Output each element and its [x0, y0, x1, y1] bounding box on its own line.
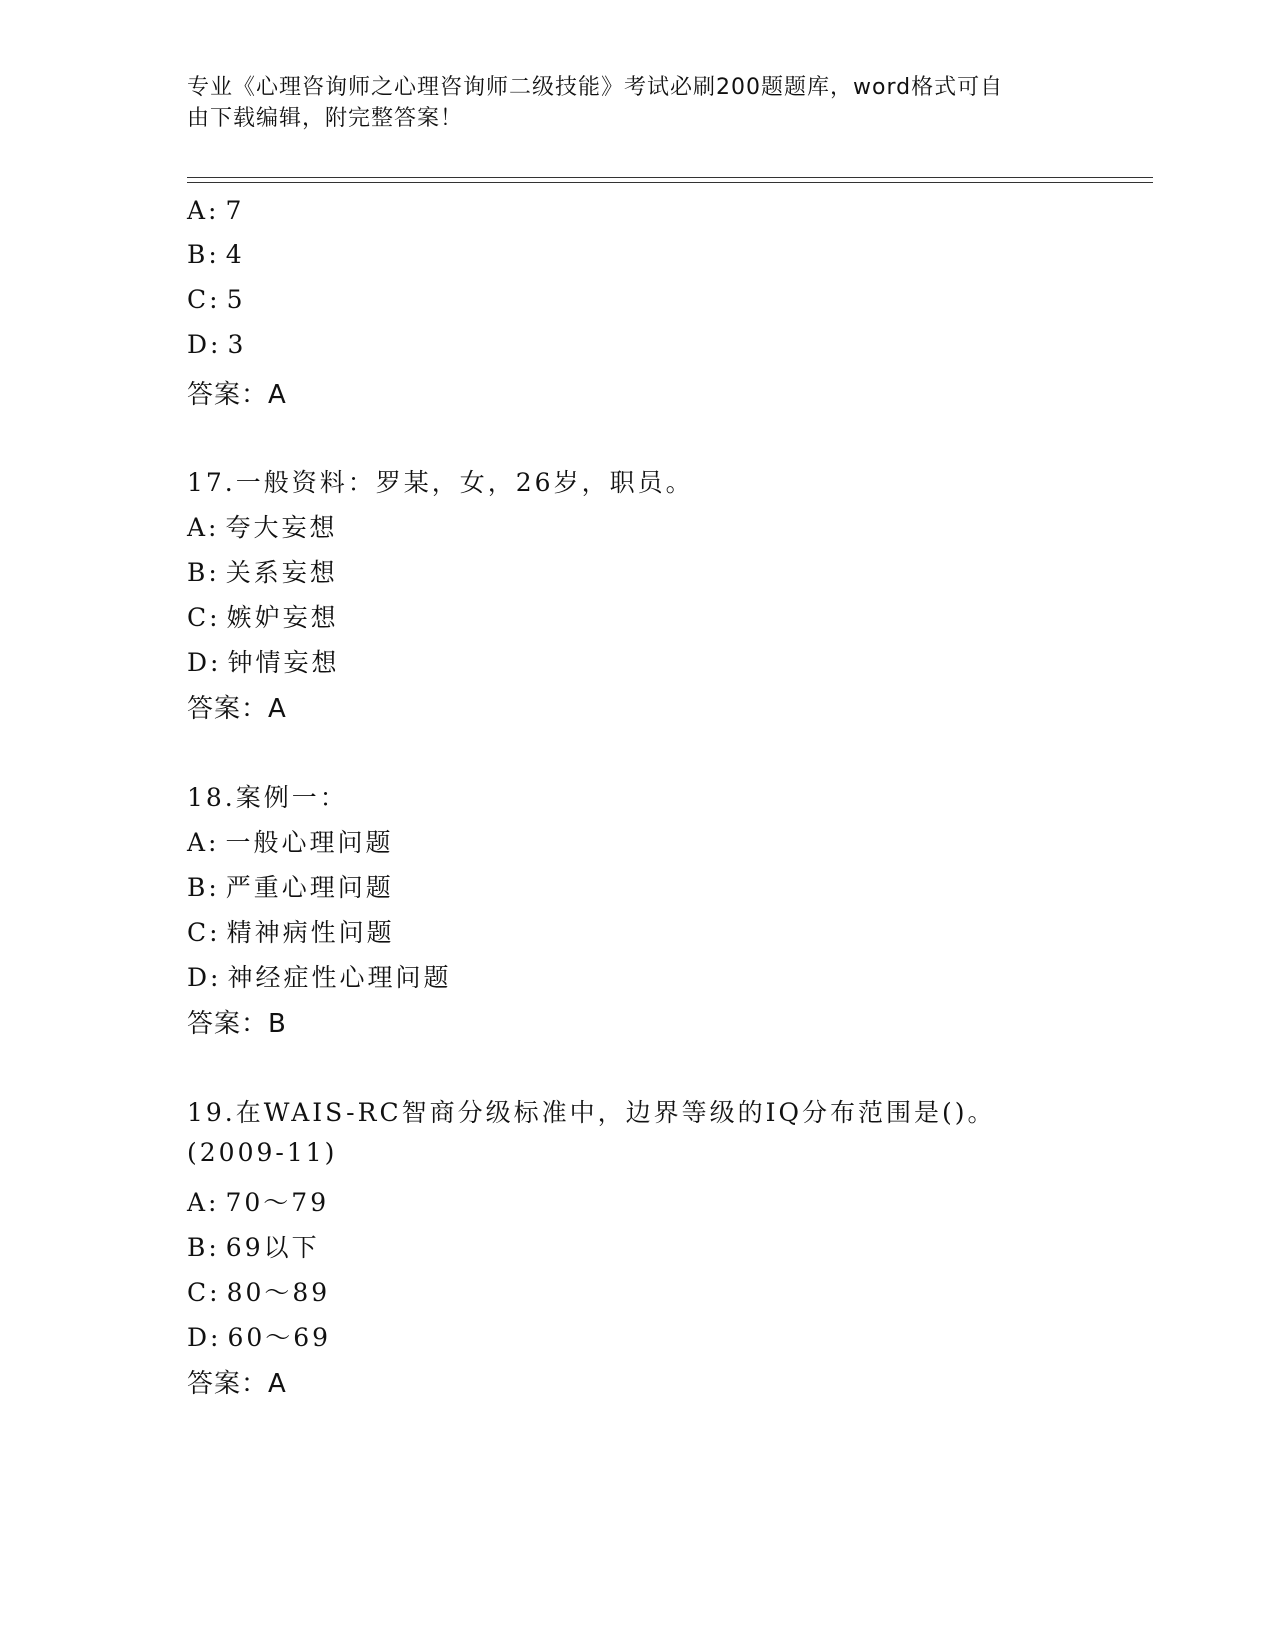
answer: 答案：A [187, 1369, 287, 1399]
header-line-1: 专业《心理咨询师之心理咨询师二级技能》考试必刷200题题库，word格式可自 [187, 75, 1004, 100]
answer: 答案：B [187, 1009, 287, 1039]
option-c: C: 精神病性问题 [187, 918, 395, 947]
option-a: A: 夸大妄想 [187, 513, 338, 542]
header-divider-bottom [187, 182, 1153, 183]
question-19-continuation: (2009-11) [187, 1138, 338, 1167]
question-18: 18.案例一： [187, 783, 348, 812]
option-b: B: 严重心理问题 [187, 873, 394, 902]
question-17: 17.一般资料：罗某，女，26岁，职员。 [187, 468, 694, 497]
question-19: 19.在WAIS-RC智商分级标准中，边界等级的IQ分布范围是()。 [187, 1098, 996, 1127]
option-d: D: 神经症性心理问题 [187, 963, 452, 992]
option-c: C: 5 [187, 285, 246, 314]
document-header [187, 72, 1077, 134]
option-b: B: 关系妄想 [187, 558, 338, 587]
option-c: C: 80～89 [187, 1278, 331, 1307]
option-a: A: 一般心理问题 [187, 828, 394, 857]
answer: 答案：A [187, 694, 287, 724]
option-a: A: 70～79 [187, 1188, 330, 1217]
option-b: B: 69以下 [187, 1233, 320, 1262]
option-d: D: 60～69 [187, 1323, 332, 1352]
option-a: A: 7 [187, 196, 245, 225]
header-line-2: 由下载编辑，附完整答案！ [187, 106, 464, 131]
option-d: D: 3 [187, 330, 247, 359]
option-b: B: 4 [187, 240, 245, 269]
option-d: D: 钟情妄想 [187, 648, 340, 677]
option-c: C: 嫉妒妄想 [187, 603, 339, 632]
header-divider-top [187, 177, 1153, 178]
answer: 答案：A [187, 380, 287, 410]
